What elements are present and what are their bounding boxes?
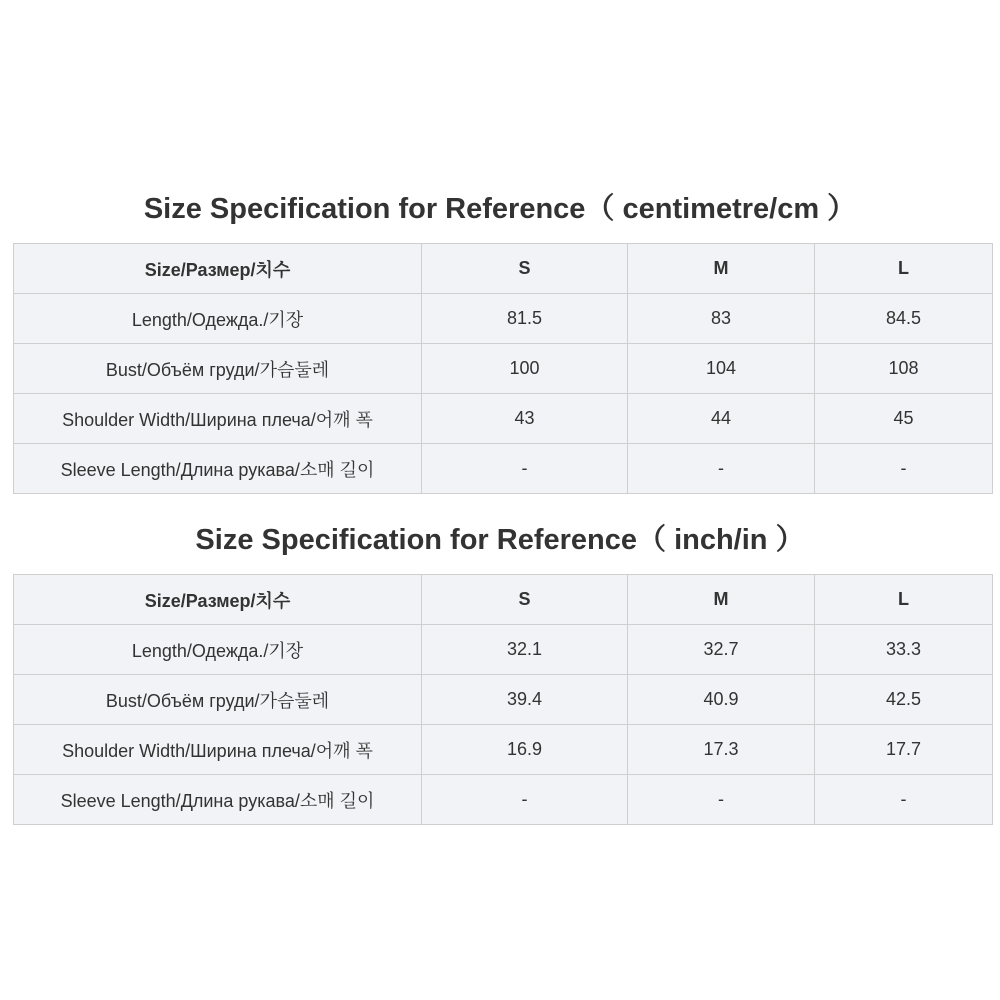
header-size: Size/Размер/치수: [14, 244, 422, 294]
row-label: Length/Одежда./기장: [14, 294, 422, 344]
cell-value: 42.5: [815, 675, 993, 725]
header-l: L: [815, 244, 993, 294]
cell-value: 17.7: [815, 725, 993, 775]
row-label: Shoulder Width/Ширина плеча/어깨 폭: [14, 394, 422, 444]
header-l: L: [815, 575, 993, 625]
inch-table-title: Size Specification for Reference（ inch/in ）: [195, 524, 805, 556]
cell-value: 45: [815, 394, 993, 444]
cell-value: 81.5: [422, 294, 628, 344]
cell-value: 39.4: [422, 675, 628, 725]
table-header-row: [14, 575, 993, 625]
row-label: Sleeve Length/Длина рукава/소매 길이: [14, 444, 422, 494]
cell-value: -: [628, 444, 815, 494]
cell-value: 16.9: [422, 725, 628, 775]
table-row: [14, 344, 993, 394]
table-row: [14, 725, 993, 775]
cell-value: -: [422, 775, 628, 825]
header-m: M: [628, 575, 815, 625]
table-row: [14, 675, 993, 725]
table-row: [14, 775, 993, 825]
cell-value: -: [422, 444, 628, 494]
row-label: Length/Одежда./기장: [14, 625, 422, 675]
table-row: [14, 444, 993, 494]
table-header-row: [14, 244, 993, 294]
row-label: Shoulder Width/Ширина плеча/어깨 폭: [14, 725, 422, 775]
inch-size-table: [13, 574, 993, 825]
cell-value: 83: [628, 294, 815, 344]
cell-value: 33.3: [815, 625, 993, 675]
header-s: S: [422, 244, 628, 294]
cell-value: 17.3: [628, 725, 815, 775]
row-label: Bust/Объём груди/가슴둘레: [14, 675, 422, 725]
cm-size-table: [13, 243, 993, 494]
cell-value: 104: [628, 344, 815, 394]
cell-value: -: [815, 775, 993, 825]
cm-table-title: Size Specification for Reference（ centimetre/cm ）: [143, 193, 857, 225]
table-row: [14, 625, 993, 675]
table-row: [14, 394, 993, 444]
cell-value: 32.7: [628, 625, 815, 675]
cell-value: 84.5: [815, 294, 993, 344]
table-row: [14, 294, 993, 344]
header-size: Size/Размер/치수: [14, 575, 422, 625]
cell-value: 32.1: [422, 625, 628, 675]
cell-value: -: [628, 775, 815, 825]
row-label: Sleeve Length/Длина рукава/소매 길이: [14, 775, 422, 825]
cell-value: 44: [628, 394, 815, 444]
header-s: S: [422, 575, 628, 625]
cell-value: -: [815, 444, 993, 494]
cell-value: 100: [422, 344, 628, 394]
cell-value: 43: [422, 394, 628, 444]
header-m: M: [628, 244, 815, 294]
cell-value: 40.9: [628, 675, 815, 725]
cell-value: 108: [815, 344, 993, 394]
row-label: Bust/Объём груди/가슴둘레: [14, 344, 422, 394]
